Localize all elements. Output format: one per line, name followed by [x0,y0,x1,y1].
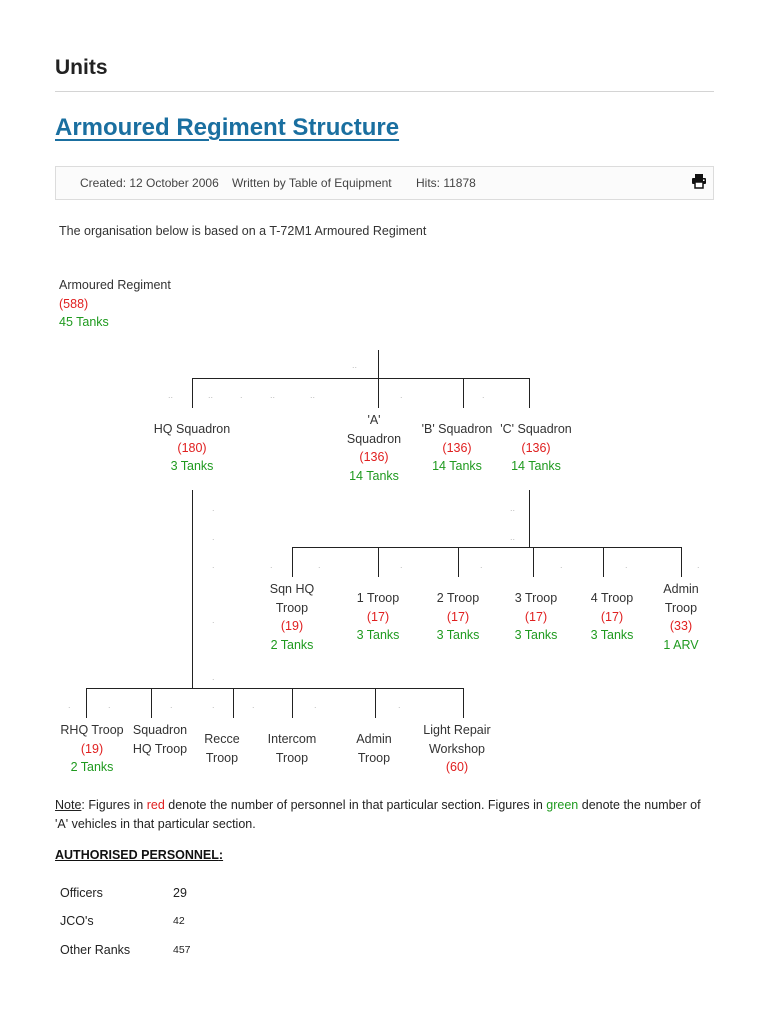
node-name: 'A' Squadron [346,413,402,446]
node-tanks: 3 Tanks [436,628,480,642]
node-tanks: 3 Tanks [514,628,558,642]
node-personnel: (136) [359,450,389,464]
node-personnel: (17) [446,609,470,624]
note-text-2: denote the number of personnel in that particular section. Figures in [164,798,547,812]
note-text-3: denote the number of 'A' vehicles in that particular section. [55,798,701,831]
org-node-squadron-hq-troop [130,721,190,758]
node-name: 1 Troop [356,591,400,605]
node-name: Light Repair Workshop [423,723,491,756]
node-tanks: 2 Tanks [70,760,114,774]
node-personnel: (19) [280,619,304,633]
org-node-rhq-troop [56,721,128,777]
personnel-label-jcos: JCO's [60,914,94,928]
heading-text: AUTHORISED PERSONNEL [55,848,219,862]
personnel-value-other-ranks: 457 [173,944,191,956]
org-node-light-repair-workshop [420,721,494,777]
connector [192,378,530,379]
node-personnel: (33) [669,619,693,633]
node-tanks: 45 Tanks [59,315,109,329]
node-personnel: (180) [177,440,207,455]
connector [192,378,193,408]
node-name: Sqn HQ Troop [269,582,315,615]
hits-count: Hits: 11878 [416,176,476,190]
connector [529,378,530,408]
heading-colon: : [218,848,224,862]
node-name: 2 Troop [436,591,480,605]
node-personnel: (17) [366,609,390,624]
personnel-label-other-ranks: Other Ranks [60,943,131,957]
node-name: Squadron HQ Troop [132,723,188,756]
node-personnel: (588) [59,296,89,311]
author: Written by Table of Equipment [232,176,392,190]
connector [292,547,682,548]
node-tanks: 1 ARV [663,637,699,652]
connector [375,688,376,718]
org-node-admin-troop [656,580,706,654]
article-title-link[interactable]: Armoured Regiment Structure [55,114,400,141]
note-text-1: : Figures in [81,798,147,812]
node-name: 4 Troop [590,591,634,605]
node-personnel: (136) [442,440,472,455]
connector [233,688,234,718]
node-tanks: 3 Tanks [356,628,400,642]
personnel-value-officers: 29 [173,886,187,900]
org-node-admin-troop-hq [350,730,398,767]
org-node-a-squadron [343,411,405,485]
node-name: RHQ Troop [60,723,124,737]
connector [192,490,193,689]
org-node-c-squadron [496,420,576,476]
note-label: Note [55,798,82,812]
org-node-root [59,276,171,332]
org-node-b-squadron [417,420,497,476]
node-personnel: (19) [80,741,104,756]
divider [55,91,714,92]
connector [378,350,379,379]
node-name: 'C' Squadron [500,422,572,436]
connector [463,378,464,408]
node-name: 3 Troop [514,591,558,605]
connector [603,547,604,577]
org-node-3-troop [498,589,574,645]
article-info-bar [55,166,714,200]
connector [86,688,464,689]
node-name: HQ Squadron [153,422,231,436]
intro-text: The organisation below is based on a T-72M1 Armoured Regiment [59,224,427,238]
org-node-intercom-troop [262,730,322,767]
org-node-2-troop [420,589,496,645]
node-personnel: (17) [600,609,624,624]
connector [86,688,87,718]
node-name: Admin Troop [356,732,392,765]
node-tanks: 14 Tanks [349,468,399,483]
connector [378,547,379,577]
connector [151,688,152,718]
org-node-hq-squadron [142,420,242,476]
node-tanks: 14 Tanks [511,459,561,473]
org-node-1-troop [340,589,416,645]
connector [378,378,379,408]
connector [463,688,464,718]
node-name: 'B' Squadron [421,422,493,436]
legend-note [55,796,717,834]
node-personnel: (17) [524,609,548,624]
personnel-label-officers: Officers [60,886,103,900]
connector [292,688,293,718]
connector [529,490,530,548]
org-node-recce-troop [198,730,246,767]
connector [681,547,682,577]
connector [292,547,293,577]
node-tanks: 2 Tanks [270,637,314,652]
note-red-word: red [146,798,165,812]
org-node-4-troop [574,589,650,645]
connector [458,547,459,577]
node-personnel: (60) [445,760,469,774]
printer-icon[interactable] [691,173,707,189]
node-tanks: 14 Tanks [432,459,482,473]
section-title: Units [55,56,108,79]
personnel-value-jcos: 42 [173,915,185,927]
created-date: Created: 12 October 2006 [80,176,219,190]
node-name: Admin Troop [663,582,699,615]
org-node-sqn-hq-troop [262,580,322,654]
note-green-word: green [546,798,579,812]
authorised-personnel-heading [55,848,223,862]
node-name: Armoured Regiment [59,278,171,292]
node-name: Intercom Troop [267,732,317,765]
node-name: Recce Troop [204,732,240,765]
node-tanks: 3 Tanks [170,459,214,473]
node-personnel: (136) [521,440,551,455]
connector [533,547,534,577]
node-tanks: 3 Tanks [590,628,634,642]
